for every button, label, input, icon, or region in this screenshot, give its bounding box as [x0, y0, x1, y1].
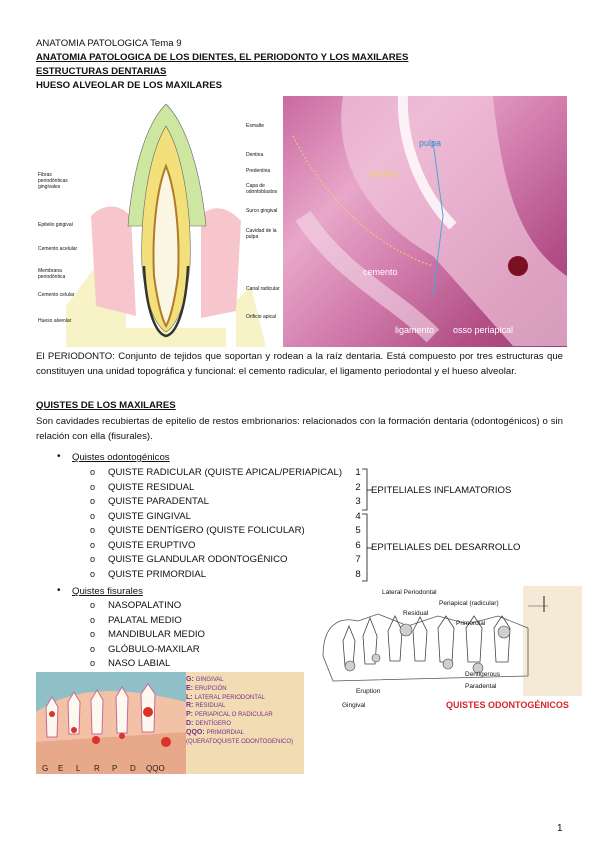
legend-entry	[186, 702, 293, 711]
fisural-item: NASO LABIAL	[108, 658, 171, 669]
legend-letter: G	[42, 764, 49, 773]
item-number: 1	[355, 467, 361, 478]
item-number: 2	[355, 481, 361, 493]
fisural-item: MANDIBULAR MEDIO	[108, 629, 206, 640]
sketch-label-gingival: Gingival	[342, 702, 366, 709]
sub-bullet-marker: o	[90, 496, 96, 506]
legend-letter: D	[130, 764, 136, 773]
label-membrana: Membrana periodóntica	[38, 268, 66, 280]
label-cemento-acelular: Cemento acelular	[38, 246, 78, 252]
legend-key: G:	[186, 676, 196, 683]
legend-letter: E	[58, 764, 64, 773]
sub-bullet-marker: o	[90, 600, 96, 610]
legend-key: D:	[186, 719, 196, 727]
odontogenic-item: QUISTE GINGIVAL	[108, 510, 191, 522]
legend-key: E:	[186, 684, 195, 692]
sub-bullet-marker: o	[90, 568, 96, 579]
odontogenic-item: QUISTE RESIDUAL	[108, 481, 195, 493]
legend-entry	[186, 676, 293, 685]
item-number: 3	[355, 496, 361, 507]
sub-bullet-marker: o	[90, 629, 96, 639]
odontogenic-item: QUISTE PRIMORDIAL	[108, 568, 207, 580]
legend-entry	[186, 694, 293, 703]
item-number: 6	[355, 539, 361, 551]
fisurales-label: Quistes fisurales	[72, 586, 143, 597]
sub-bullet-marker: o	[90, 554, 96, 564]
page-number: 1	[557, 823, 563, 834]
label-fibras: Fibras periodónticas gingivales	[38, 172, 68, 190]
item-number: 8	[355, 568, 361, 580]
odontogenic-item: QUISTE DENTÍGERO (QUISTE FOLICULAR)	[108, 525, 305, 536]
bullet-dot: •	[57, 585, 61, 596]
fisural-item: GLÓBULO-MAXILAR	[108, 643, 200, 655]
sketch-label-lateral: Lateral Periodontal	[382, 589, 437, 596]
odontogenicos-label: Quistes odontogénicos	[72, 452, 170, 463]
sketch-label-paradental: Paradental	[465, 683, 497, 690]
course-line: ANATOMIA PATOLOGICA Tema 9	[36, 38, 182, 49]
tooth-diagram	[36, 96, 282, 347]
odontogenic-item: QUISTE ERUPTIVO	[108, 539, 196, 551]
label-orificio-apical: Orificio apical	[246, 314, 277, 320]
label-canal-radicular: Canal radicular	[246, 286, 280, 292]
sub-bullet-marker: o	[90, 539, 96, 550]
legend-key: L:	[186, 693, 195, 701]
legend-key: QQO:	[186, 728, 207, 736]
sub-bullet-marker: o	[90, 467, 96, 477]
sub-bullet-marker: o	[90, 614, 96, 625]
sketch-label-dentigerous: Dentigerous	[465, 671, 501, 678]
sketch-label-primordial: Primordial	[456, 620, 486, 627]
legend-letter: QQO	[146, 764, 165, 773]
legend-entry	[186, 729, 293, 738]
legend-entry	[186, 685, 293, 694]
histology-image	[283, 96, 567, 347]
legend-key: P:	[186, 711, 195, 719]
odontogenic-item: QUISTE PARADENTAL	[108, 496, 209, 507]
periodonto-paragraph: El PERIODONTO: Conjunto de tejidos que soportan y rodean a la raíz dentaria. Está compuesto por tres estructuras que constituyen una unidad topográfica y funcional: el cemento radicular, el ligamento periodontal y el hueso alveolar.	[36, 351, 563, 377]
label-dentina: Dentina	[246, 152, 264, 158]
label-odontoblastos: Capa de odontoblastos	[246, 183, 278, 195]
legend-entry	[186, 738, 293, 747]
odontogenic-sketch	[318, 586, 582, 712]
label-pulpa: pulpa	[419, 138, 442, 148]
fisural-item: NASOPALATINO	[108, 600, 182, 611]
legend-letter: P	[112, 764, 118, 773]
legend-text: (QUERATOQUISTE ODONTOGENICO)	[186, 738, 294, 745]
fisural-item: PALATAL MEDIO	[108, 614, 182, 626]
legend-entry	[186, 711, 293, 720]
sub-bullet-marker: o	[90, 481, 96, 492]
legend-text: LATERAL PERIODONTAL	[194, 694, 265, 701]
sketch-label-eruption: Eruption	[356, 688, 381, 695]
section-heading-hueso: HUESO ALVEOLAR DE LOS MAXILARES	[36, 80, 223, 91]
cyst-legend-image	[36, 672, 304, 774]
sketch-caption: QUISTES ODONTOGÉNICOS	[446, 700, 569, 710]
bullet-dot: •	[57, 451, 61, 462]
legend-key: R:	[186, 702, 196, 710]
legend-text: RESIDUAL	[195, 703, 226, 710]
group-inflamatorios: EPITELIALES INFLAMATORIOS	[371, 485, 512, 496]
odontogenic-item: QUISTE RADICULAR (QUISTE APICAL/PERIAPICAL)	[108, 467, 343, 478]
legend-letter: L	[76, 764, 81, 773]
quistes-heading: QUISTES DE LOS MAXILARES	[36, 400, 176, 411]
item-number: 5	[355, 525, 361, 536]
legend-entry	[186, 720, 293, 729]
label-cemento-celular: Cemento celular	[38, 292, 75, 298]
sub-bullet-marker: o	[90, 510, 96, 521]
legend-text: PRIMORDIAL	[206, 729, 244, 736]
sub-bullet-marker: o	[90, 525, 96, 535]
legend-text: PERIAPICAL O RADICULAR	[194, 712, 273, 719]
legend-letter: R	[94, 764, 100, 773]
sketch-label-residual: Residual	[403, 610, 429, 617]
section-heading-estructuras: ESTRUCTURAS DENTARIAS	[36, 66, 167, 77]
label-predentina: Predentina	[246, 168, 271, 174]
item-number: 7	[355, 554, 361, 565]
label-ligamento: ligamento	[395, 325, 435, 335]
label-hist-dentina: dentina	[369, 169, 399, 179]
label-surco-gingival: Surco gingival	[246, 208, 278, 214]
label-esmalte: Esmalte	[246, 123, 265, 129]
item-number: 4	[355, 510, 361, 522]
odontogenic-item: QUISTE GLANDULAR ODONTOGÉNICO	[108, 554, 288, 565]
sub-bullet-marker: o	[90, 643, 96, 654]
legend-text: ERUPCIÓN	[194, 685, 227, 692]
sub-bullet-marker: o	[90, 658, 96, 668]
label-epitelio: Epitelio gingival	[38, 222, 73, 228]
legend-list	[186, 676, 293, 746]
legend-text: DENTÍGERO	[195, 720, 232, 727]
label-osso-periapical: osso periapical	[453, 325, 514, 335]
label-cavidad-pulpa: Cavidad de la pulpa	[246, 228, 277, 240]
legend-text: GINGIVAL	[195, 677, 224, 683]
page-title: ANATOMIA PATOLOGICA DE LOS DIENTES, EL PERIODONTO Y LOS MAXILARES	[36, 52, 409, 63]
sketch-label-periapical: Periapical (radicular)	[439, 600, 499, 607]
label-hueso: Hueso alveolar	[38, 318, 72, 324]
quistes-intro: Son cavidades recubiertas de epitelio de restos embrionarios: relacionados con la formación dentaria (odontogénicos) o sin relación con ella (fisurales).	[36, 416, 563, 442]
group-desarrollo: EPITELIALES DEL DESARROLLO	[371, 542, 521, 553]
label-hist-cemento: cemento	[363, 267, 398, 277]
